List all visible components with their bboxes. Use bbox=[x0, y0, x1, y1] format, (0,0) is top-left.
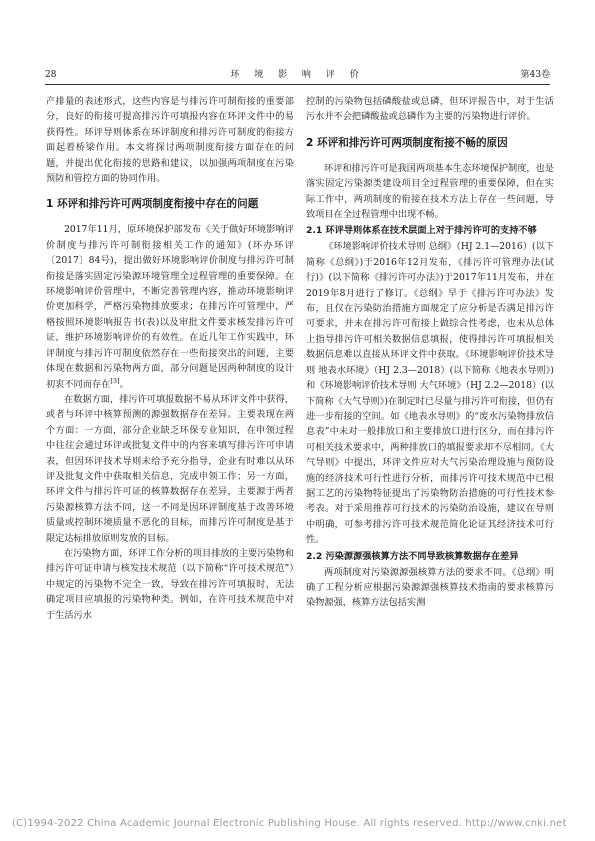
right-column bbox=[306, 94, 554, 611]
paragraph-source-strength: 两项制度对污染源源强核算方法的要求不同。《总纲》明确了工程分析应根据污染源源强核算技术指南的要求核算污染物源强，核算方法包括实测 bbox=[306, 566, 554, 609]
header-rule bbox=[45, 84, 550, 85]
volume-label: 第43卷 bbox=[520, 70, 550, 80]
paragraph-reasons-intro: 环评和排污许可是我国两项基本生态环境保护制度，也是落实固定污染源类建设项目全过程管理的重要保障，但在实际工作中，两项制度的衔接在技术方法上存在一些问题，导致项目在全过程管理中出现不畅。 bbox=[306, 162, 554, 221]
running-header bbox=[45, 68, 550, 82]
paragraph-notice-2017 bbox=[46, 222, 294, 391]
citation-ref[interactable]: [3] bbox=[110, 376, 120, 385]
subsection-2-2-heading: 2.2 污染源源强核算方法不同导致核算数据存在差异 bbox=[306, 550, 519, 562]
paragraph-pollutant-issues: 在污染物方面，环评工作分析的项目排放的主要污染物和排污许可证申请与核发技术规范（以下简称“许可技术规范”）中规定的污染物不完全一致，导致在排污许可填报时，无法确定项目应填报的污染物种类。例如，在许可技术规范中对于生活污水 bbox=[46, 547, 294, 621]
paragraph-phosphate: 控制的污染物包括磷酸盐或总磷，但环评报告中，对于生活污水并不会把磷酸盐或总磷作为主要的污染物进行评价。 bbox=[306, 96, 554, 123]
journal-title: 环 境 影 响 评 价 bbox=[230, 70, 365, 80]
page-number: 28 bbox=[45, 70, 57, 80]
paragraph-notice-end: 。 bbox=[119, 378, 129, 390]
left-column bbox=[46, 94, 294, 623]
paragraph-guideline-system: 《环境影响评价技术导则 总纲》（HJ 2.1—2016）(以下简称《总纲》)于2016年12月发布，《排污许可管理办法(试行)》(以下简称《排污许可办法》)于2017年11月发布，并在2019年8月进行了修订。《总纲》早于《排污许可办法》发布，且仅在污染防治措施方面规定了应分析是否满足排污许可要求，并未在排污许可衔接上做综合性考虑，也未从总体上指导排污许可相关数据信息填报，使得排污许可填报相关数据信息难以直接从环评文件中获取。《环境影响评价技术导则 地表水环境》（HJ 2.3—2018）(以下简称《地表水导则》)和《环境影响评价技术导则 大气环境》（HJ 2.2—2018）(以下简称《大气导则》)在制定时已尽量与排污许可衔接，但仍有进一步衔接的空间。如《地表水导则》的“废水污染物排放信息表”中未对一般排放口和主要排放口进行区分，而在排污许可相关技术要求中，两种排放口的填报要求却不尽相同。《大气导则》中提出，环评文件应对大气污染治理设施与预防设施的经济技术可行性进行分析，而排污许可技术规范中已根据工艺的污染物特征提出了污染物防治措施的可行性技术参考表。对于采用推荐可行技术的污染防治设施，建议在导则中明确，可参考排污许可技术规范简化论证其经济技术可行性。 bbox=[306, 241, 554, 546]
paragraph-data-issues: 在数据方面，排污许可填报数据不易从环评文件中获得，或者与环评中核算预测的源强数据存在差异。主要表现在两个方面：一方面，部分企业缺乏环保专业知识，在申领过程中往往会通过环评或批复文件中的内容来填写排污许可申请表，但因环评技术导则未给予充分指导，企业有时难以从环评及批复文件中获取相关信息，完成申领工作；另一方面，环评文件与排污许可证的核算数据存在差异，主要源于两者污染源核算方法不同，这一不同是因环评制度基于改善环境质量或控制环境质量不恶化的目标，而排污许可制度是基于限定达标排放原则发放的目标。 bbox=[46, 393, 294, 544]
paragraph-notice-text: 2017年11月，原环境保护部发布《关于做好环境影响评价制度与排污许可制衔接相关工作的通知》(环办环评〔2017〕84号)，提出做好环境影响评价制度与排污许可制衔接是落实固定污染源环境管理全过程管理的重要保障。在环境影响评价管理中，不断完善管理内容，推动环境影响评价更加科学，严格污染物排放要求；在排污许可管理中，严格按照环境影响报告书(表)以及审批文件要求核发排污许可证，维护环境影响评价的有效性。在近几年工作实践中，环评制度与排污许可制度依然存在一些衔接突出的问题，主要体现在数据和污染物两方面，部分问题是因两种制度的设计初衷不同而存在 bbox=[46, 224, 294, 390]
section-2-heading: 2 环评和排污许可两项制度衔接不畅的原因 bbox=[306, 136, 508, 149]
section-1-heading: 1 环评和排污许可两项制度衔接中存在的问题 bbox=[46, 198, 259, 211]
intro-paragraph-end: 产排量的表述形式，这些内容是与排污许可制衔接的重要部分，良好的衔接可提高排污许可填报内容在环评文件中的易获得性。环评导则体系在环评制度和排污许可制度的衔接方面起着桥梁作用。本文将探讨两项制度衔接方面存在的问题，并提出优化衔接的思路和建议，以加强两项制度在污染预防和管控方面的协同作用。 bbox=[46, 96, 294, 185]
copyright-watermark: (C)1994-2022 China Academic Journal Electronic Publishing House. All rights reserved. http://www.cnki.net bbox=[12, 818, 567, 829]
subsection-2-1-heading: 2.1 环评导则体系在技术层面上对于排污许可的支持不够 bbox=[306, 225, 537, 237]
